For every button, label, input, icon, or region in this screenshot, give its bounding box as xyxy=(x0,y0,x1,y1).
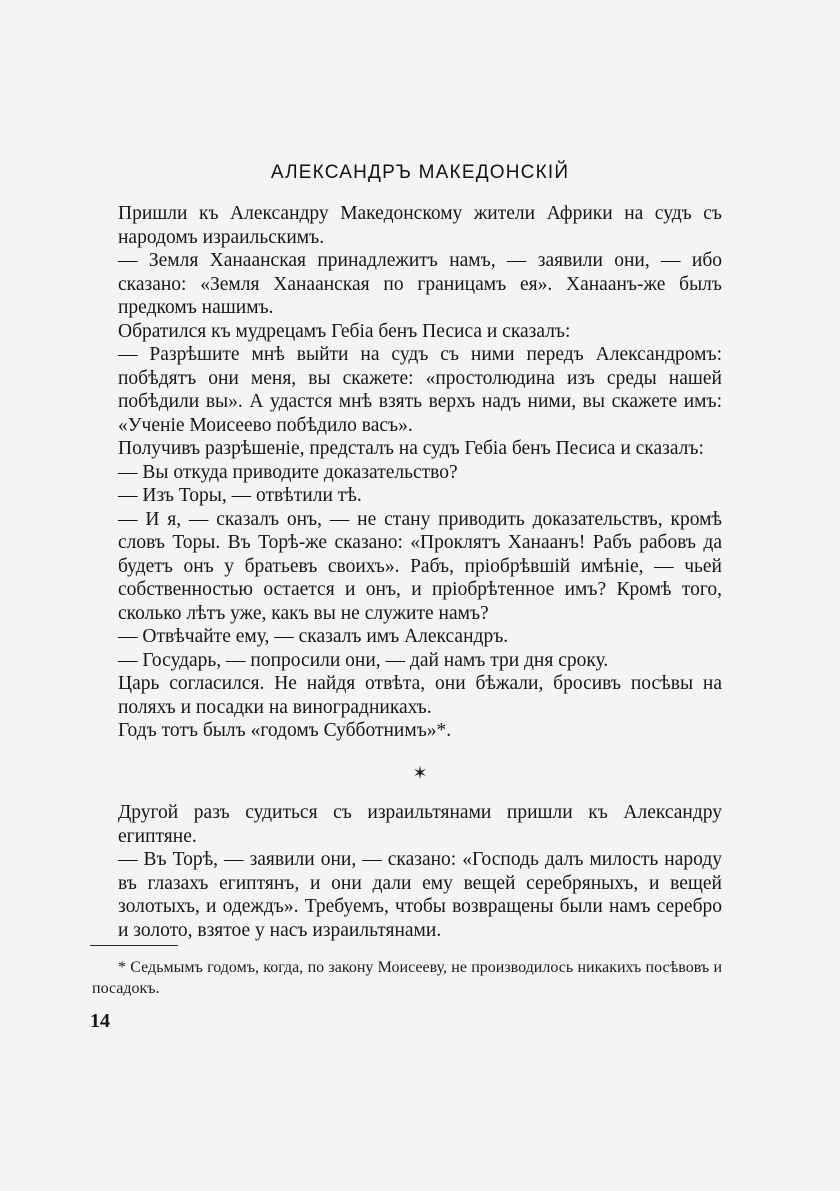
chapter-title: АЛЕКСАНДРЪ МАКЕДОНСКІЙ xyxy=(270,162,570,183)
paragraph: — Разрѣшите мнѣ выйти на судъ съ ними передъ Александромъ: побѣдятъ они меня, вы скажете: «простолюдина изъ среды нашей побѣдили вы». А удастся мнѣ взять верхъ надъ ними, вы скажете имъ: «Ученіе Моисеево побѣдило васъ». xyxy=(118,344,722,436)
paragraph: — Вы откуда приводите доказательство? xyxy=(118,461,458,483)
paragraph: — Изъ Торы, — отвѣтили тѣ. xyxy=(118,485,362,506)
paragraph: Другой разъ судиться съ израильтянами пришли къ Александру египтяне. xyxy=(118,802,722,847)
story-section-africans xyxy=(118,202,722,743)
section-separator-star: ✶ xyxy=(412,763,428,783)
footnote-divider xyxy=(90,945,178,946)
paragraph: Царь согласился. Не найдя отвѣта, они бѣжали, бросивъ посѣвы на поляхъ и посадки на виноградникахъ. xyxy=(118,673,722,718)
story-section-egyptians xyxy=(118,801,722,942)
paragraph: — Государь, — попросили они, — дай намъ три дня сроку. xyxy=(118,649,609,671)
paragraph: Годъ тотъ былъ «годомъ Субботнимъ»*. xyxy=(118,720,452,741)
footnote: * Седьмымъ годомъ, когда, по закону Моисееву, не производилось никакихъ посѣвовъ и посадокъ. xyxy=(92,959,722,997)
paragraph: — И я, — сказалъ онъ, — не стану приводить доказательствъ, кромѣ словъ Торы. Въ Торѣ-же сказано: «Проклятъ Ханаанъ! Рабъ рабовъ да будетъ онъ у братьевъ своихъ». Рабъ, пріобрѣвшій имѣніе, — чьей собственностью остается и онъ, и пріобрѣтенное имъ? Кромѣ того, сколько лѣтъ уже, какъ вы не служите намъ? xyxy=(118,508,722,624)
paragraph: — Земля Ханаанская принадлежитъ намъ, — заявили они, — ибо сказано: «Земля Ханаанская по границамъ ея». Ханаанъ-же былъ предкомъ нашимъ. xyxy=(118,250,722,318)
page-number: 14 xyxy=(90,1010,110,1032)
paragraph: — Отвѣчайте ему, — сказалъ имъ Александръ. xyxy=(118,626,509,647)
paragraph: Обратился къ мудрецамъ Гебіа бенъ Песиса и сказалъ: xyxy=(118,320,571,342)
paragraph: Получивъ разрѣшеніе, предсталъ на судъ Гебіа бенъ Песиса и сказалъ: xyxy=(118,438,704,459)
paragraph: — Въ Торѣ, — заявили они, — сказано: «Господь далъ милость народу въ глазахъ египтянъ, и они дали ему вещей серебряныхъ, и вещей золотыхъ, и одеждъ». Требуемъ, чтобы возвращены были намъ серебро и золото, взятое у насъ израильтянами. xyxy=(118,849,722,941)
paragraph: Пришли къ Александру Македонскому жители Африки на судъ съ народомъ израильскимъ. xyxy=(118,203,722,248)
